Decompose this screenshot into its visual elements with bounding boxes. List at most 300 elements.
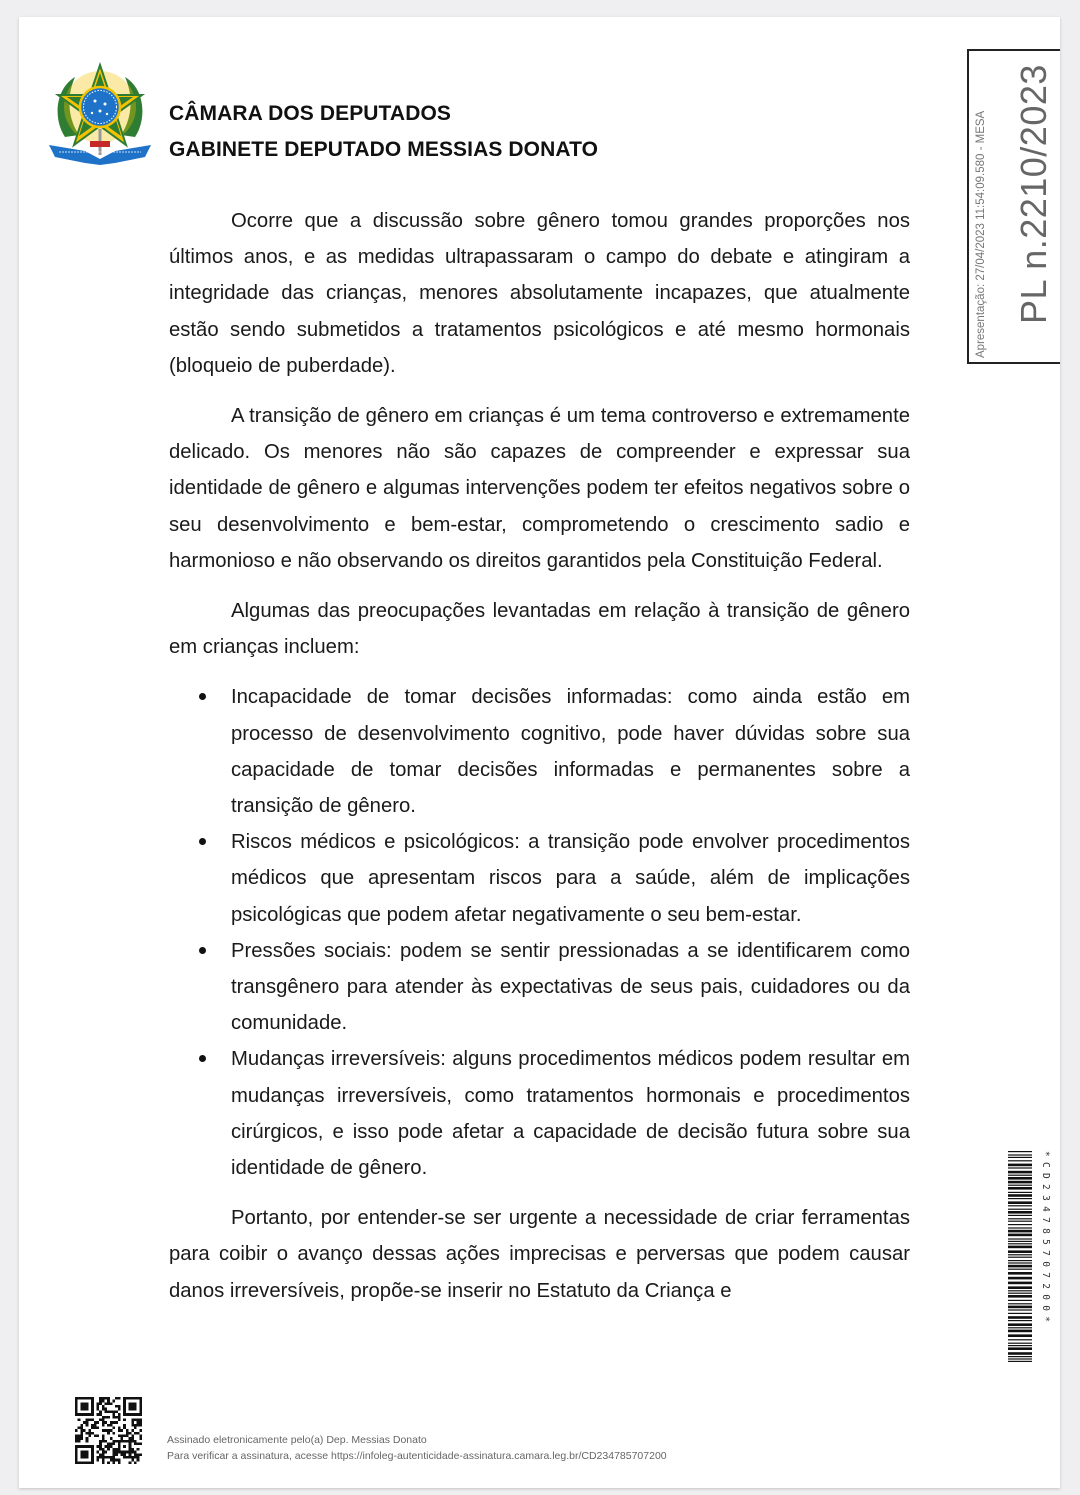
qr-module — [118, 1445, 121, 1448]
qr-module — [78, 1418, 81, 1421]
document-page — [19, 17, 1060, 1488]
qr-module — [104, 1402, 107, 1405]
qr-module — [96, 1456, 99, 1459]
qr-module — [99, 1443, 102, 1446]
barcode-bar — [1008, 1265, 1032, 1268]
barcode-bar — [1008, 1254, 1032, 1255]
qr-module — [137, 1453, 140, 1456]
qr-module — [104, 1445, 107, 1448]
qr-module — [139, 1402, 142, 1405]
qr-module — [129, 1432, 132, 1435]
qr-module — [91, 1405, 94, 1408]
paragraph: Ocorre que a discussão sobre gênero tomou grandes proporções nos últimos anos, e as medidas ultrapassaram o campo do debate e atingiram a integridade das crianças, menores absolutamente incapazes, que atualmente estão sendo submetidos a tratamentos psicológicos e até mesmo hormonais (bloqueio de puberdade). — [169, 210, 910, 377]
qr-module — [104, 1410, 107, 1413]
barcode-bar — [1008, 1151, 1032, 1152]
qr-module — [123, 1397, 126, 1400]
qr-module — [123, 1451, 126, 1454]
qr-module — [102, 1437, 105, 1440]
qr-module — [131, 1440, 134, 1443]
barcode-bar — [1008, 1347, 1032, 1350]
qr-module — [107, 1410, 110, 1413]
qr-module — [123, 1456, 126, 1459]
qr-module — [102, 1418, 105, 1421]
barcode-bar — [1008, 1211, 1032, 1214]
qr-module — [91, 1410, 94, 1413]
qr-module — [134, 1397, 137, 1400]
qr-module — [137, 1443, 140, 1446]
qr-module — [104, 1429, 107, 1432]
qr-module — [123, 1405, 126, 1408]
qr-module — [121, 1453, 124, 1456]
barcode-bar — [1008, 1215, 1032, 1216]
qr-module — [134, 1443, 137, 1446]
list-item — [169, 933, 910, 1042]
qr-module — [126, 1397, 129, 1400]
barcode-bar — [1008, 1309, 1032, 1310]
qr-module — [80, 1413, 83, 1416]
qr-module — [75, 1448, 78, 1451]
barcode-bar — [1008, 1282, 1032, 1285]
bullet-icon — [199, 1055, 206, 1062]
barcode-bar — [1008, 1238, 1032, 1239]
barcode-bar — [1008, 1221, 1032, 1222]
qr-module — [131, 1402, 134, 1405]
qr-module — [99, 1400, 102, 1403]
qr-module — [131, 1429, 134, 1432]
qr-module — [91, 1413, 94, 1416]
qr-module — [121, 1440, 124, 1443]
qr-module — [113, 1432, 116, 1435]
qr-module — [78, 1445, 81, 1448]
qr-module — [80, 1435, 83, 1438]
qr-module — [110, 1445, 113, 1448]
qr-module — [139, 1437, 142, 1440]
bullet-icon — [199, 693, 206, 700]
barcode-bar — [1008, 1187, 1032, 1190]
barcode-bar — [1008, 1272, 1032, 1275]
qr-module — [139, 1453, 142, 1456]
qr-module — [123, 1453, 126, 1456]
qr-module — [91, 1426, 94, 1429]
qr-module — [137, 1448, 140, 1451]
qr-module — [86, 1397, 89, 1400]
qr-module — [102, 1397, 105, 1400]
qr-module — [115, 1451, 118, 1454]
qr-module — [131, 1424, 134, 1427]
barcode-bar — [1008, 1358, 1032, 1359]
qr-module — [83, 1413, 86, 1416]
qr-module — [126, 1440, 129, 1443]
barcode-bar — [1008, 1320, 1032, 1321]
qr-module — [86, 1413, 89, 1416]
qr-module — [86, 1424, 89, 1427]
document-body — [169, 203, 910, 1323]
barcode-bar — [1008, 1230, 1032, 1233]
list-item — [169, 1041, 910, 1186]
qr-module — [88, 1435, 91, 1438]
qr-module — [75, 1405, 78, 1408]
qr-module — [86, 1445, 89, 1448]
qr-module — [115, 1448, 118, 1451]
qr-module — [107, 1445, 110, 1448]
qr-module — [113, 1451, 116, 1454]
list-item-text: Pressões sociais: podem se sentir pressionadas a se identificarem como transgênero para atender às expectativas de seus pais, cuidadores ou da comunidade. — [231, 939, 910, 1035]
qr-code-icon[interactable] — [75, 1397, 142, 1464]
qr-module — [83, 1445, 86, 1448]
qr-module — [134, 1402, 137, 1405]
qr-module — [102, 1456, 105, 1459]
qr-module — [80, 1451, 83, 1454]
qr-module — [104, 1397, 107, 1400]
qr-module — [83, 1456, 86, 1459]
barcode-bar — [1008, 1205, 1032, 1206]
qr-module — [75, 1437, 78, 1440]
qr-module — [78, 1397, 81, 1400]
qr-module — [102, 1429, 105, 1432]
qr-module — [78, 1435, 81, 1438]
qr-module — [134, 1451, 137, 1454]
qr-module — [80, 1429, 83, 1432]
qr-module — [96, 1459, 99, 1462]
verify-link[interactable]: Para verificar a assinatura, acesse https://infoleg-autenticidade-assinatura.camara.leg.br/CD234785707200 — [167, 1450, 667, 1462]
qr-module — [88, 1432, 91, 1435]
qr-module — [99, 1413, 102, 1416]
qr-module — [110, 1443, 113, 1446]
qr-module — [129, 1443, 132, 1446]
brazil-coat-of-arms-icon — [45, 59, 155, 169]
barcode-bar — [1008, 1218, 1032, 1219]
qr-module — [129, 1448, 132, 1451]
barcode-bar — [1008, 1243, 1032, 1244]
qr-module — [91, 1408, 94, 1411]
barcode-bar — [1008, 1167, 1032, 1168]
bullet-icon — [199, 838, 206, 845]
qr-module — [96, 1413, 99, 1416]
qr-module — [115, 1416, 118, 1419]
qr-module — [80, 1437, 83, 1440]
signed-by-text: Assinado eletronicamente pelo(a) Dep. Messias Donato — [167, 1434, 427, 1446]
qr-module — [99, 1456, 102, 1459]
qr-module — [129, 1413, 132, 1416]
qr-module — [115, 1440, 118, 1443]
qr-module — [113, 1453, 116, 1456]
barcode-bar — [1008, 1269, 1032, 1270]
barcode-bar — [1008, 1293, 1032, 1294]
qr-module — [137, 1459, 140, 1462]
qr-module — [91, 1397, 94, 1400]
qr-module — [131, 1418, 134, 1421]
qr-module — [110, 1429, 113, 1432]
barcode-bar — [1008, 1160, 1032, 1161]
qr-module — [96, 1408, 99, 1411]
qr-module — [118, 1408, 121, 1411]
qr-module — [113, 1421, 116, 1424]
presentation-stamp — [967, 49, 1060, 364]
list-item-text: Mudanças irreversíveis: alguns procedimentos médicos podem resultar em mudanças irreversíveis, como tratamentos hormonais e procedimentos cirúrgicos, e isso pode afetar a capacidade de decisão futura sobre sua identidade de gênero. — [231, 1048, 910, 1180]
qr-module — [94, 1421, 97, 1424]
qr-module — [86, 1451, 89, 1454]
qr-module — [118, 1405, 121, 1408]
qr-module — [83, 1451, 86, 1454]
qr-module — [137, 1421, 140, 1424]
qr-module — [118, 1413, 121, 1416]
qr-module — [115, 1410, 118, 1413]
qr-module — [113, 1416, 116, 1419]
qr-module — [83, 1405, 86, 1408]
qr-module — [123, 1402, 126, 1405]
barcode-label — [1040, 1151, 1054, 1363]
qr-module — [86, 1440, 89, 1443]
qr-module — [102, 1421, 105, 1424]
qr-module — [110, 1437, 113, 1440]
qr-module — [115, 1397, 118, 1400]
qr-module — [83, 1408, 86, 1411]
qr-module — [118, 1397, 121, 1400]
barcode-bar — [1008, 1185, 1032, 1186]
qr-module — [137, 1418, 140, 1421]
qr-module — [137, 1432, 140, 1435]
qr-module — [96, 1426, 99, 1429]
qr-module — [134, 1408, 137, 1411]
barcode-bar — [1008, 1181, 1032, 1184]
barcode-bar — [1008, 1295, 1032, 1298]
barcode-bar — [1008, 1192, 1032, 1193]
qr-module — [91, 1459, 94, 1462]
qr-module — [86, 1453, 89, 1456]
barcode-bar — [1008, 1277, 1032, 1280]
qr-module — [80, 1424, 83, 1427]
barcode-bar — [1008, 1327, 1032, 1328]
qr-module — [91, 1448, 94, 1451]
barcode-bar — [1008, 1224, 1032, 1225]
barcode-bar — [1008, 1339, 1032, 1340]
paragraph: Algumas das preocupações levantadas em relação à transição de gênero em crianças incluem: — [169, 600, 910, 659]
qr-module — [129, 1408, 132, 1411]
qr-module — [107, 1461, 110, 1464]
barcode-bar — [1008, 1227, 1032, 1228]
qr-module — [102, 1448, 105, 1451]
qr-module — [107, 1429, 110, 1432]
barcode-bar — [1008, 1352, 1032, 1355]
barcode-bar — [1008, 1356, 1032, 1357]
barcode-bar — [1008, 1171, 1032, 1174]
qr-module — [102, 1453, 105, 1456]
qr-module — [137, 1413, 140, 1416]
qr-module — [134, 1405, 137, 1408]
qr-module — [126, 1413, 129, 1416]
qr-module — [139, 1418, 142, 1421]
qr-module — [91, 1456, 94, 1459]
barcode-bar — [1008, 1306, 1032, 1309]
qr-module — [129, 1397, 132, 1400]
qr-module — [83, 1402, 86, 1405]
institution-name: CÂMARA DOS DEPUTADOS — [169, 102, 452, 125]
qr-module — [131, 1397, 134, 1400]
qr-module — [96, 1451, 99, 1454]
qr-module — [137, 1456, 140, 1459]
list-item-text: Riscos médicos e psicológicos: a transição pode envolver procedimentos médicos que apresentam riscos para a saúde, além de implicações psicológicas que podem afetar negativamente o seu bem-estar. — [231, 831, 910, 926]
qr-module — [139, 1410, 142, 1413]
qr-module — [75, 1400, 78, 1403]
qr-module — [110, 1410, 113, 1413]
qr-module — [121, 1429, 124, 1432]
barcode-bar — [1008, 1343, 1032, 1344]
qr-module — [118, 1448, 121, 1451]
qr-module — [104, 1416, 107, 1419]
qr-module — [139, 1413, 142, 1416]
qr-module — [139, 1400, 142, 1403]
qr-module — [129, 1451, 132, 1454]
qr-module — [110, 1421, 113, 1424]
qr-module — [75, 1397, 78, 1400]
qr-module — [91, 1418, 94, 1421]
qr-module — [78, 1413, 81, 1416]
barcode-bar — [1008, 1246, 1032, 1249]
qr-module — [126, 1435, 129, 1438]
qr-module — [99, 1453, 102, 1456]
qr-module — [107, 1456, 110, 1459]
qr-module — [131, 1448, 134, 1451]
qr-module — [78, 1426, 81, 1429]
qr-module — [102, 1459, 105, 1462]
presentation-date: Apresentação: 27/04/2023 11:54:09.580 - MESA — [975, 110, 987, 358]
qr-module — [118, 1435, 121, 1438]
qr-module — [118, 1429, 121, 1432]
qr-module — [88, 1445, 91, 1448]
qr-module — [139, 1397, 142, 1400]
barcode-bar — [1008, 1300, 1032, 1301]
barcode-bar — [1008, 1175, 1032, 1176]
qr-module — [118, 1418, 121, 1421]
qr-module — [126, 1429, 129, 1432]
qr-module — [107, 1400, 110, 1403]
qr-module — [75, 1456, 78, 1459]
qr-module — [75, 1408, 78, 1411]
qr-module — [139, 1435, 142, 1438]
qr-module — [123, 1408, 126, 1411]
paragraph: A transição de gênero em crianças é um tema controverso e extremamente delicado. Os menores não são capazes de compreender e expressar sua identidade de gênero e algumas intervenções podem ter efeitos negativos sobre o seu desenvolvimento e bem-estar, comprometendo o crescimento sadio e harmonioso e não observando os direitos garantidos pela Constituição Federal. — [169, 405, 910, 572]
qr-module — [131, 1421, 134, 1424]
qr-module — [96, 1445, 99, 1448]
qr-module — [115, 1421, 118, 1424]
closing-paragraph: Portanto, por entender-se ser urgente a necessidade de criar ferramentas para coibir o avanço dessas ações imprecisas e perversas que podem causar danos irreversíveis, propõe-se inserir no Estatuto da Criança e — [169, 1207, 910, 1302]
qr-module — [75, 1435, 78, 1438]
qr-module — [131, 1413, 134, 1416]
qr-module — [139, 1421, 142, 1424]
qr-module — [131, 1435, 134, 1438]
qr-module — [107, 1443, 110, 1446]
barcode-bar — [1008, 1201, 1032, 1204]
office-name: GABINETE DEPUTADO MESSIAS DONATO — [169, 138, 599, 161]
barcode-bar — [1008, 1323, 1032, 1326]
qr-module — [137, 1424, 140, 1427]
qr-module — [80, 1456, 83, 1459]
qr-module — [104, 1421, 107, 1424]
qr-module — [115, 1453, 118, 1456]
barcode-bar — [1008, 1262, 1032, 1263]
qr-module — [99, 1445, 102, 1448]
qr-module — [99, 1440, 102, 1443]
qr-module — [83, 1453, 86, 1456]
qr-module — [123, 1413, 126, 1416]
qr-module — [121, 1435, 124, 1438]
list-item — [169, 679, 910, 824]
qr-module — [80, 1432, 83, 1435]
barcode-bar — [1008, 1303, 1032, 1304]
qr-module — [139, 1408, 142, 1411]
list-item-text: Incapacidade de tomar decisões informadas: como ainda estão em processo de desenvolvimento cognitivo, pode haver dúvidas sobre sua capacidade de tomar decisões informadas e permanentes sobre a transição de gênero. — [231, 686, 910, 818]
qr-module — [107, 1402, 110, 1405]
qr-module — [129, 1445, 132, 1448]
qr-module — [86, 1408, 89, 1411]
qr-module — [83, 1429, 86, 1432]
qr-module — [134, 1440, 137, 1443]
bullet-icon — [199, 947, 206, 954]
barcode-bar — [1008, 1260, 1032, 1261]
qr-module — [129, 1402, 132, 1405]
qr-module — [104, 1456, 107, 1459]
qr-module — [121, 1451, 124, 1454]
barcode-bar — [1008, 1234, 1032, 1237]
barcode-bar — [1008, 1257, 1032, 1258]
qr-module — [139, 1405, 142, 1408]
qr-module — [80, 1461, 83, 1464]
qr-module — [99, 1418, 102, 1421]
qr-module — [94, 1426, 97, 1429]
qr-module — [78, 1440, 81, 1443]
qr-module — [75, 1451, 78, 1454]
qr-module — [86, 1418, 89, 1421]
qr-module — [123, 1440, 126, 1443]
qr-module — [129, 1461, 132, 1464]
qr-module — [75, 1402, 78, 1405]
qr-module — [86, 1456, 89, 1459]
qr-module — [99, 1402, 102, 1405]
qr-module — [123, 1435, 126, 1438]
qr-module — [118, 1451, 121, 1454]
qr-module — [99, 1397, 102, 1400]
qr-module — [102, 1416, 105, 1419]
qr-module — [86, 1421, 89, 1424]
qr-module — [107, 1424, 110, 1427]
qr-module — [126, 1432, 129, 1435]
qr-module — [139, 1443, 142, 1446]
qr-module — [88, 1418, 91, 1421]
qr-module — [102, 1461, 105, 1464]
qr-module — [129, 1437, 132, 1440]
qr-module — [134, 1424, 137, 1427]
qr-module — [94, 1435, 97, 1438]
list-item — [169, 824, 910, 933]
qr-module — [129, 1456, 132, 1459]
barcode-bar — [1008, 1154, 1032, 1155]
qr-module — [83, 1461, 86, 1464]
qr-module — [104, 1440, 107, 1443]
barcode-bar — [1008, 1286, 1032, 1289]
qr-module — [118, 1461, 121, 1464]
qr-module — [88, 1429, 91, 1432]
qr-module — [91, 1453, 94, 1456]
qr-module — [91, 1461, 94, 1464]
qr-module — [102, 1440, 105, 1443]
qr-module — [80, 1453, 83, 1456]
qr-module — [115, 1405, 118, 1408]
qr-module — [96, 1402, 99, 1405]
qr-module — [91, 1432, 94, 1435]
barcode-bar — [1008, 1198, 1032, 1199]
qr-module — [91, 1402, 94, 1405]
qr-module — [91, 1424, 94, 1427]
